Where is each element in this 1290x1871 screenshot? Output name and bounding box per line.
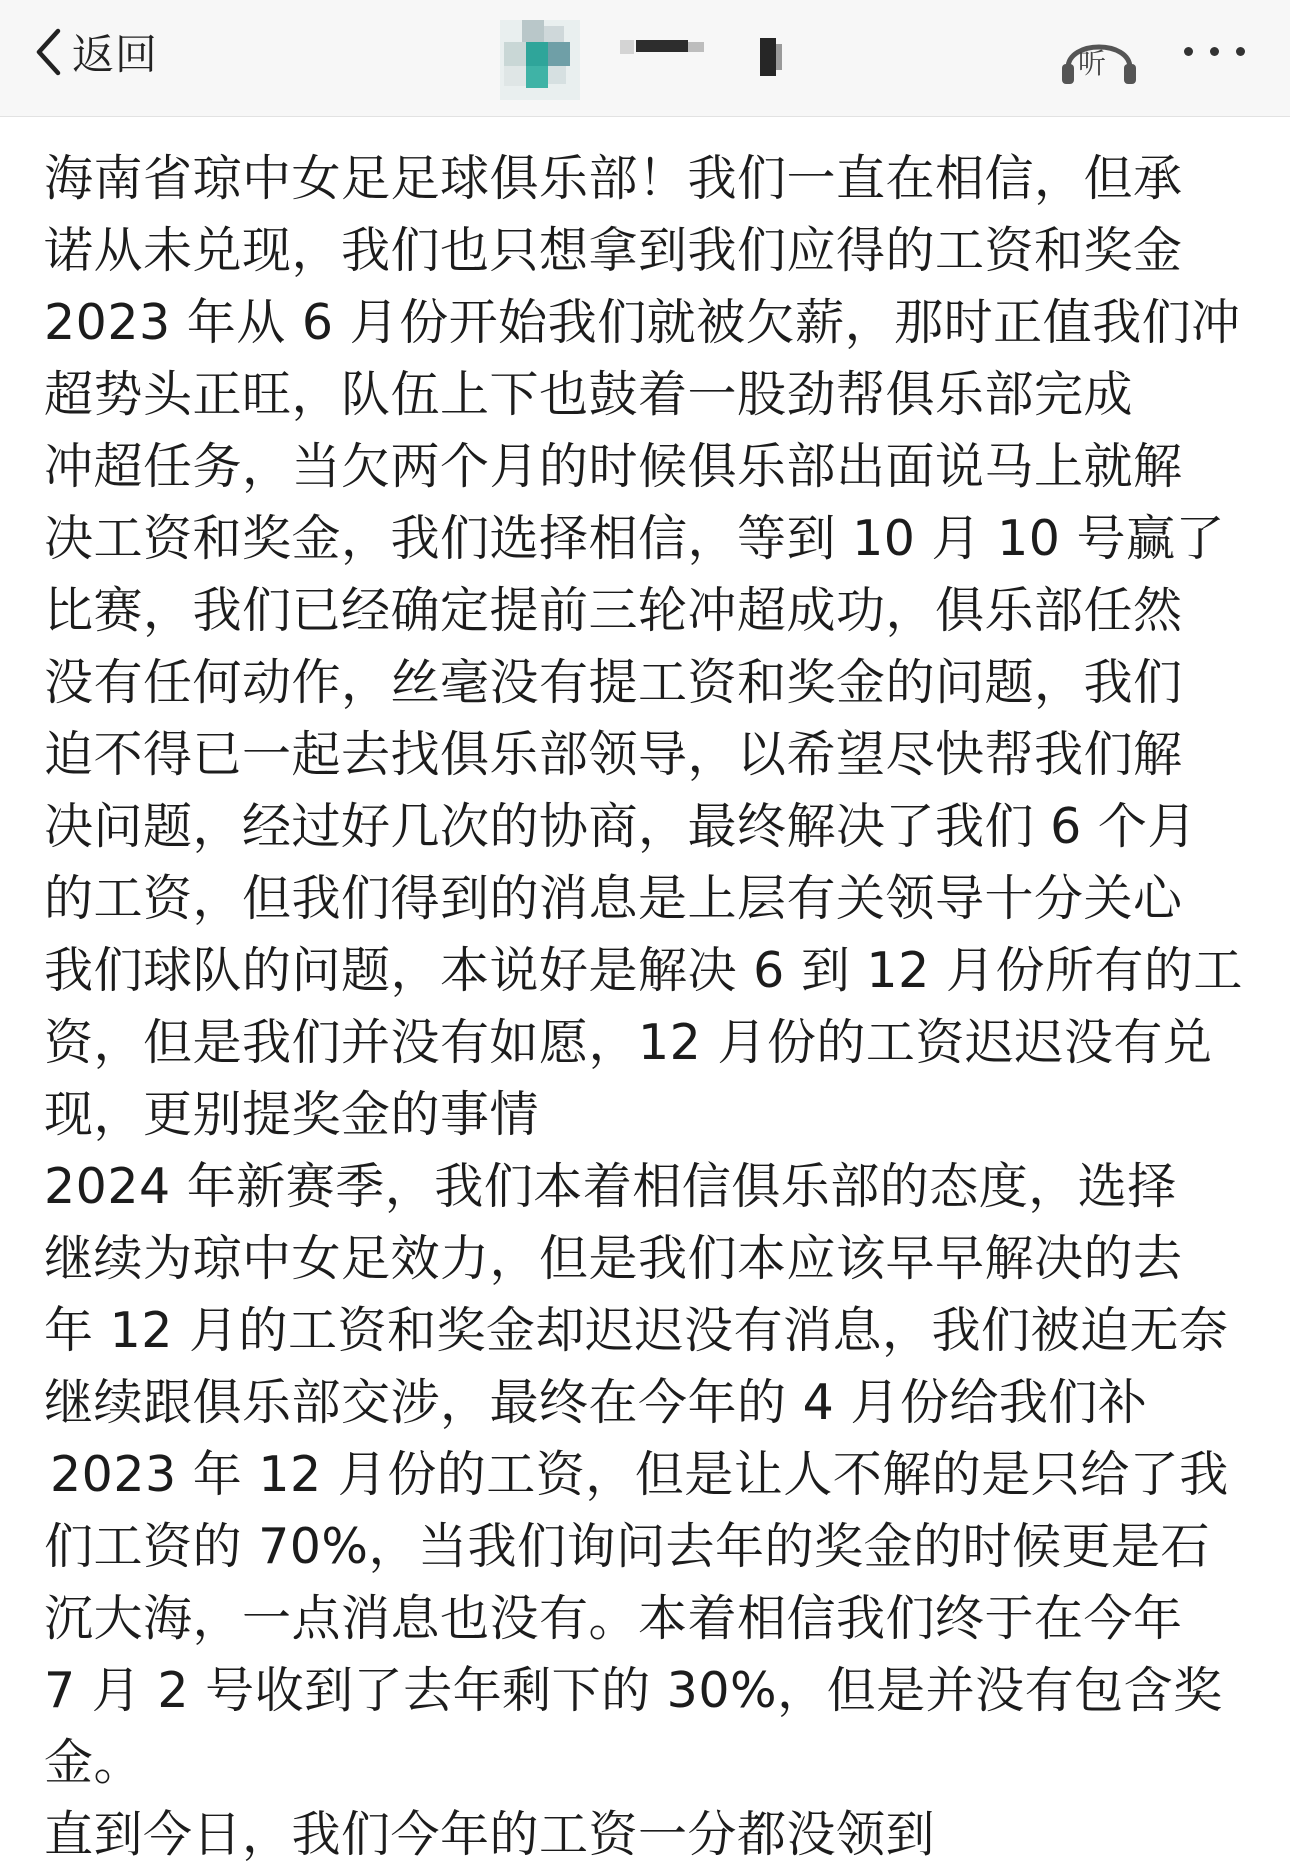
listen-label: 听	[1078, 47, 1107, 80]
article-line: 7 月 2 号收到了去年剩下的 30%，但是并没有包含奖	[44, 1662, 1223, 1719]
more-options-button[interactable]	[1176, 32, 1256, 72]
back-button[interactable]	[34, 20, 158, 84]
article-line: 2024 年新赛季，我们本着相信俱乐部的态度，选择	[44, 1158, 1177, 1215]
article-line: 资，但是我们并没有如愿，12 月份的工资迟迟没有兑	[44, 1014, 1213, 1071]
article-line: 决问题，经过好几次的协商，最终解决了我们 6 个月	[44, 798, 1197, 855]
article-line: 冲超任务，当欠两个月的时候俱乐部出面说马上就解	[44, 438, 1183, 495]
listen-button[interactable]	[1060, 22, 1138, 92]
back-label: 返回	[72, 30, 159, 79]
article-line: 决工资和奖金，我们选择相信，等到 10 月 10 号赢了	[44, 510, 1226, 567]
article-line: 超势头正旺，队伍上下也鼓着一股劲帮俱乐部完成	[44, 366, 1134, 423]
article-line: 们工资的 70%，当我们询问去年的奖金的时候更是石	[44, 1518, 1210, 1575]
account-name-blurred[interactable]	[620, 38, 840, 78]
article-body	[44, 143, 1254, 1871]
article-line: 沉大海，一点消息也没有。本着相信我们终于在今年	[44, 1590, 1183, 1647]
article-line: 海南省琼中女足足球俱乐部！我们一直在相信，但承	[44, 150, 1183, 207]
article-line: 没有任何动作，丝毫没有提工资和奖金的问题，我们	[44, 654, 1183, 711]
chevron-left-icon	[34, 27, 62, 77]
article-line: 2023 年从 6 月份开始我们就被欠薪，那时正值我们冲	[44, 294, 1241, 351]
article-line: 2023 年 12 月份的工资，但是让人不解的是只给了我	[50, 1446, 1229, 1503]
top-navigation-bar	[0, 0, 1290, 117]
article-line: 继续跟俱乐部交涉，最终在今年的 4 月份给我们补	[44, 1374, 1148, 1431]
article-line: 年 12 月的工资和奖金却迟迟没有消息，我们被迫无奈	[44, 1302, 1229, 1359]
article-line: 诺从未兑现，我们也只想拿到我们应得的工资和奖金	[44, 222, 1183, 279]
article-line: 我们球队的问题，本说好是解决 6 到 12 月份所有的工	[44, 942, 1243, 999]
article-line: 比赛，我们已经确定提前三轮冲超成功，俱乐部任然	[44, 582, 1183, 639]
article-line: 现，更别提奖金的事情	[44, 1086, 540, 1143]
article-line: 迫不得已一起去找俱乐部领导，以希望尽快帮我们解	[44, 726, 1183, 783]
article-line: 直到今日，我们今年的工资一分都没领到	[44, 1806, 936, 1863]
article-line: 继续为琼中女足效力，但是我们本应该早早解决的去	[44, 1230, 1183, 1287]
article-line: 的工资，但我们得到的消息是上层有关领导十分关心	[44, 870, 1183, 927]
avatar[interactable]	[500, 20, 580, 100]
article-line: 金。	[44, 1734, 144, 1791]
